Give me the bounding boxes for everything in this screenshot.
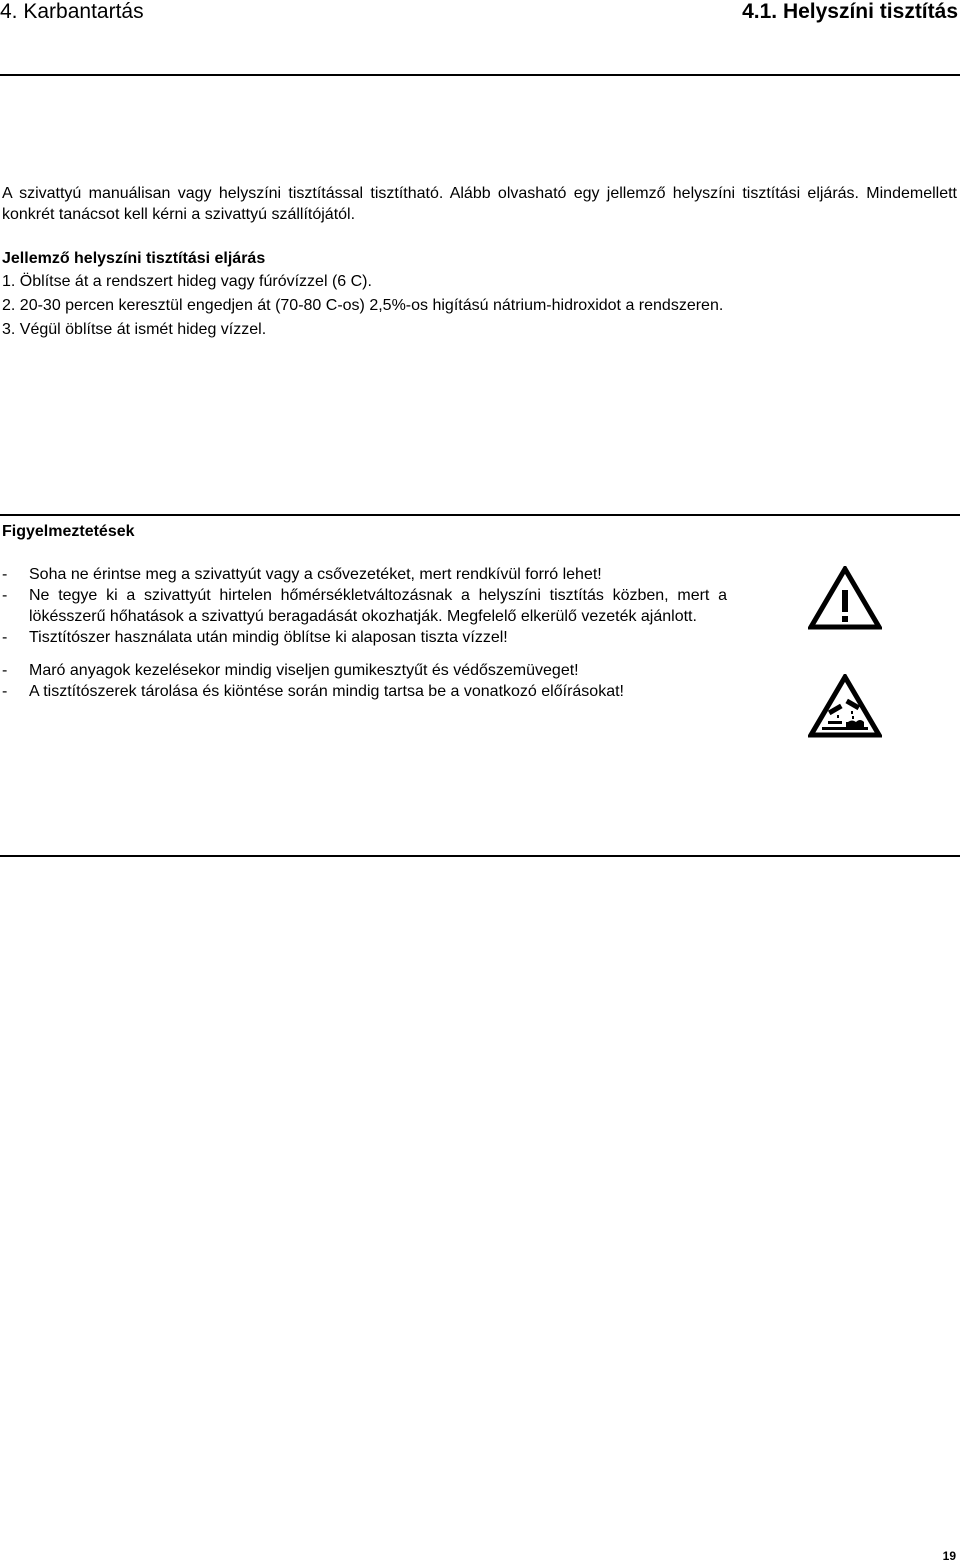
- procedure-step: 1. Öblítse át a rendszert hideg vagy fúróvízzel (6 C).: [2, 273, 372, 290]
- bullet-dash: -: [2, 683, 8, 700]
- procedure-step: 2. 20-30 percen keresztül engedjen át (70-80 C-os) 2,5%-os higítású nátrium-hidroxidot a rendszeren.: [2, 297, 724, 314]
- warning-text: Soha ne érintse meg a szivattyút vagy a csővezetéket, mert rendkívül forró lehet!: [29, 566, 602, 583]
- procedure-step: 3. Végül öblítse át ismét hideg vízzel.: [2, 321, 267, 338]
- bullet-dash: -: [2, 566, 8, 583]
- procedure-steps: [2, 270, 723, 342]
- warning-item: [2, 627, 727, 648]
- chapter-title: 4. Karbantartás: [0, 0, 144, 23]
- warning-text: Tisztítószer használata után mindig öblítse ki alaposan tiszta vízzel!: [29, 629, 508, 646]
- corrosive-hazard-icon: [808, 674, 882, 738]
- warning-triangle-icon: [808, 566, 882, 630]
- header-divider: [0, 74, 960, 76]
- warning-item: [2, 585, 727, 627]
- footer-divider: [0, 855, 960, 857]
- warning-text: A tisztítószerek tárolása és kiöntése során mindig tartsa be a vonatkozó előírásokat!: [29, 683, 624, 700]
- bullet-dash: -: [2, 662, 8, 679]
- bullet-dash: -: [2, 587, 8, 604]
- warning-item: [2, 564, 727, 585]
- warnings-list: [2, 564, 727, 702]
- warnings-divider: [0, 514, 960, 516]
- page-number: 19: [942, 1549, 956, 1563]
- procedure-title: Jellemző helyszíni tisztítási eljárás: [2, 250, 266, 267]
- warning-text: Maró anyagok kezelésekor mindig viseljen gumikesztyűt és védőszemüveget!: [29, 662, 579, 679]
- warning-item: [2, 681, 727, 702]
- warnings-title: Figyelmeztetések: [2, 523, 135, 540]
- warning-text: Ne tegye ki a szivattyút hirtelen hőmérsékletváltozásnak a helyszíni tisztítás közben, mert a lökésszerű hőhatások a szivattyú beragadását okozhatják. Megfelelő elkerülő vezeték ajánlott.: [29, 587, 727, 625]
- bullet-dash: -: [2, 629, 8, 646]
- intro-paragraph: A szivattyú manuálisan vagy helyszíni tisztítással tisztítható. Alább olvasható egy jellemző helyszíni tisztítási eljárás. Mindemellett konkrét tanácsot kell kérni a szivattyú szállítójától.: [2, 185, 957, 223]
- warning-item: [2, 660, 727, 681]
- section-title: 4.1. Helyszíni tisztítás: [742, 0, 958, 23]
